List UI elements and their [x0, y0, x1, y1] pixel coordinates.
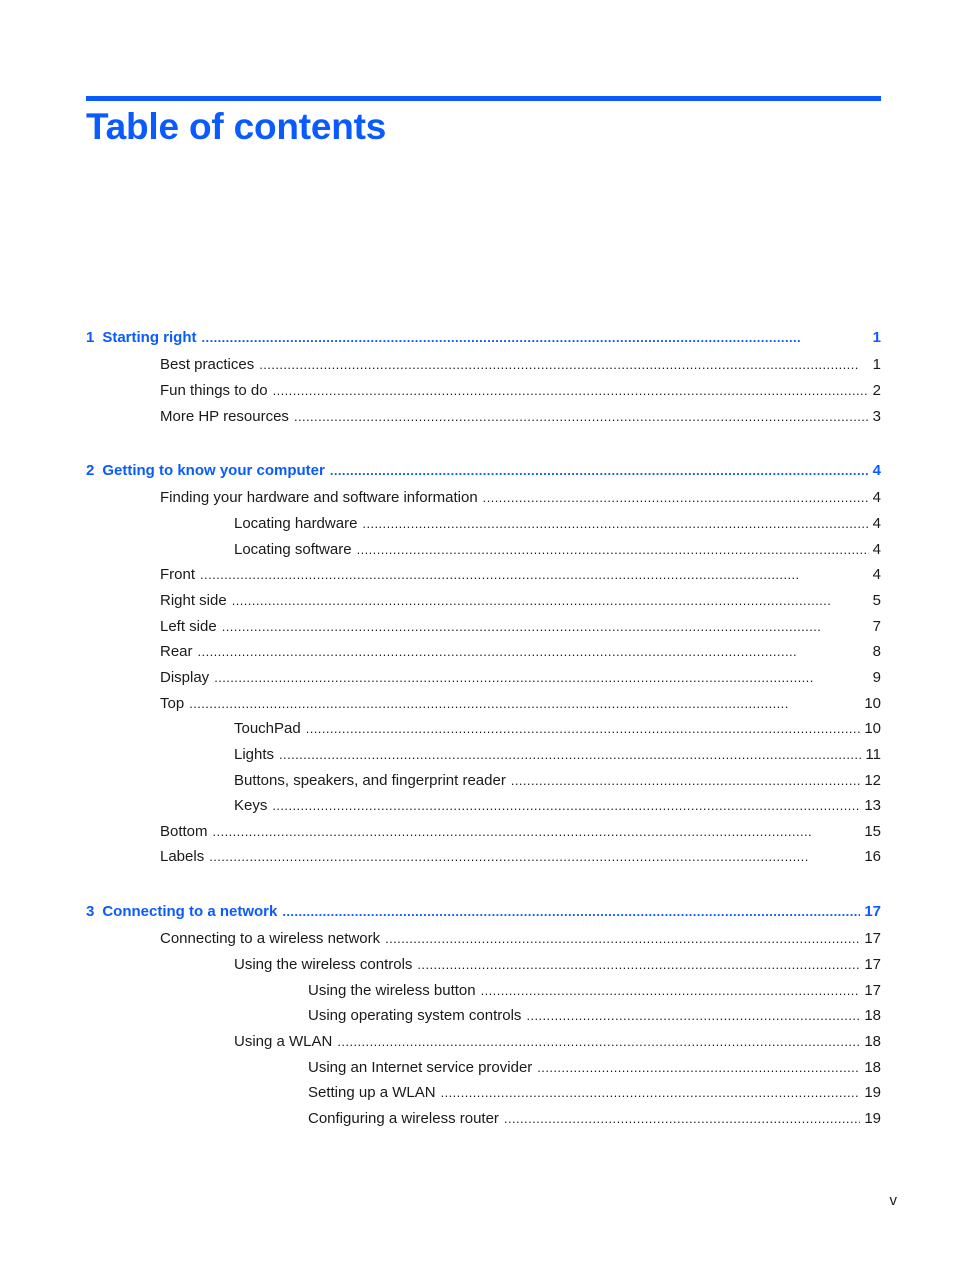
toc-entry-label: Finding your hardware and software information	[160, 489, 478, 506]
toc-entry[interactable]	[234, 955, 881, 975]
toc-entry-label: Display	[160, 669, 210, 686]
toc-entry-label: Starting right	[102, 329, 197, 346]
toc-entry-page: 16	[864, 848, 881, 865]
toc-entry-page: 10	[864, 720, 881, 737]
toc-entry[interactable]	[160, 407, 881, 427]
dot-leader	[282, 902, 860, 922]
toc-entry-page: 12	[864, 772, 881, 789]
chapter-number: 3	[86, 903, 95, 920]
toc-entry[interactable]	[160, 847, 881, 867]
toc-entry[interactable]	[160, 929, 881, 949]
toc-entry-label: Locating hardware	[234, 515, 358, 532]
toc-entry[interactable]	[234, 514, 881, 534]
dot-leader	[294, 407, 869, 427]
dot-leader	[441, 1083, 861, 1103]
dot-leader	[198, 642, 869, 662]
toc-entry-label: Connecting to a network	[102, 903, 278, 920]
toc-entry-page: 3	[872, 408, 881, 425]
dot-leader	[202, 328, 869, 348]
toc-entry-label: Fun things to do	[160, 382, 268, 399]
toc-entry-page: 2	[872, 382, 881, 399]
dot-leader	[232, 591, 869, 611]
toc-entry-page: 17	[864, 956, 881, 973]
toc-entry-label: Buttons, speakers, and fingerprint reader	[234, 772, 506, 789]
toc-entry[interactable]	[308, 1006, 881, 1026]
toc-entry-page: 4	[872, 489, 881, 506]
toc-entry[interactable]	[234, 719, 881, 739]
toc-entry-label: Locating software	[234, 541, 352, 558]
toc-entry-label: Connecting to a wireless network	[160, 930, 381, 947]
toc-entry-label: Getting to know your computer	[102, 462, 325, 479]
dot-leader	[337, 1032, 860, 1052]
toc-entry[interactable]	[160, 694, 881, 714]
page-number: v	[889, 1192, 897, 1209]
toc-entry-page: 13	[864, 797, 881, 814]
dot-leader	[385, 929, 860, 949]
toc-entry-label: Setting up a WLAN	[308, 1084, 436, 1101]
toc-entry[interactable]	[308, 1083, 881, 1103]
toc-entry[interactable]	[234, 796, 881, 816]
toc-entry-page: 5	[872, 592, 881, 609]
toc-entry-label: Using an Internet service provider	[308, 1059, 533, 1076]
dot-leader	[504, 1109, 860, 1129]
dot-leader	[357, 540, 869, 560]
dot-leader	[362, 514, 868, 534]
toc-entry[interactable]	[160, 381, 881, 401]
chapter-number: 2	[86, 462, 95, 479]
toc-entry-page: 17	[864, 930, 881, 947]
toc-entry-label: Top	[160, 695, 185, 712]
dot-leader	[330, 461, 869, 481]
toc-entry-page: 19	[864, 1084, 881, 1101]
toc-entry-page: 17	[864, 903, 881, 920]
dot-leader	[213, 822, 861, 842]
toc-entry[interactable]	[160, 642, 881, 662]
toc-entry[interactable]	[234, 745, 881, 765]
toc-entry-page: 4	[872, 566, 881, 583]
toc-entry-page: 15	[864, 823, 881, 840]
toc-entry-page: 17	[864, 982, 881, 999]
toc-entry-page: 11	[865, 746, 881, 763]
toc-entry[interactable]	[160, 617, 881, 637]
toc-entry-page: 18	[864, 1033, 881, 1050]
toc-chapter-entry[interactable]	[86, 461, 881, 481]
toc-entry[interactable]	[308, 981, 881, 1001]
dot-leader	[306, 719, 861, 739]
toc-entry[interactable]	[160, 668, 881, 688]
toc-chapter-entry[interactable]	[86, 902, 881, 922]
dot-leader	[279, 745, 861, 765]
toc-entry-page: 19	[864, 1110, 881, 1127]
toc-entry-page: 18	[864, 1007, 881, 1024]
toc-entry[interactable]	[160, 355, 881, 375]
dot-leader	[222, 617, 869, 637]
toc-chapter-entry[interactable]	[86, 328, 881, 348]
dot-leader	[272, 796, 860, 816]
toc-entry-label: Using the wireless controls	[234, 956, 413, 973]
toc-entry-label: Labels	[160, 848, 205, 865]
toc-entry[interactable]	[234, 1032, 881, 1052]
toc-entry-page: 4	[872, 541, 881, 558]
toc-entry-label: Keys	[234, 797, 268, 814]
dot-leader	[483, 488, 869, 508]
dot-leader	[526, 1006, 860, 1026]
toc-entry[interactable]	[234, 540, 881, 560]
toc-entry-page: 4	[872, 515, 881, 532]
toc-entry-label: Bottom	[160, 823, 208, 840]
dot-leader	[209, 847, 860, 867]
toc-entry-label: Rear	[160, 643, 193, 660]
toc-entry-page: 1	[872, 329, 881, 346]
toc-entry-label: Left side	[160, 618, 217, 635]
page-title: Table of contents	[86, 106, 387, 147]
toc-entry-page: 7	[872, 618, 881, 635]
toc-entry[interactable]	[308, 1109, 881, 1129]
dot-leader	[537, 1058, 860, 1078]
toc-entry[interactable]	[160, 488, 881, 508]
toc-entry-label: More HP resources	[160, 408, 289, 425]
dot-leader	[259, 355, 868, 375]
toc-entry[interactable]	[160, 565, 881, 585]
toc-entry-label: Lights	[234, 746, 275, 763]
dot-leader	[214, 668, 868, 688]
toc-entry-page: 1	[872, 356, 881, 373]
chapter-number: 1	[86, 329, 95, 346]
dot-leader	[189, 694, 860, 714]
dot-leader	[273, 381, 869, 401]
toc-entry-label: Best practices	[160, 356, 255, 373]
toc-entry-label: Front	[160, 566, 196, 583]
toc-entry-page: 9	[872, 669, 881, 686]
toc-entry[interactable]	[160, 822, 881, 842]
toc-entry-label: Using operating system controls	[308, 1007, 522, 1024]
toc-entry-label: Using a WLAN	[234, 1033, 333, 1050]
toc-entry-page: 8	[872, 643, 881, 660]
dot-leader	[511, 771, 860, 791]
dot-leader	[200, 565, 869, 585]
dot-leader	[481, 981, 861, 1001]
toc-entry-label: Configuring a wireless router	[308, 1110, 499, 1127]
toc-entry-label: TouchPad	[234, 720, 301, 737]
toc-entry[interactable]	[160, 591, 881, 611]
toc-entry[interactable]	[308, 1058, 881, 1078]
toc-entry-page: 10	[864, 695, 881, 712]
toc-entry-page: 4	[872, 462, 881, 479]
toc-entry-label: Using the wireless button	[308, 982, 476, 999]
header-rule	[86, 96, 881, 101]
toc-entry-page: 18	[864, 1059, 881, 1076]
toc-entry[interactable]	[234, 771, 881, 791]
toc-entry-label: Right side	[160, 592, 227, 609]
dot-leader	[417, 955, 860, 975]
